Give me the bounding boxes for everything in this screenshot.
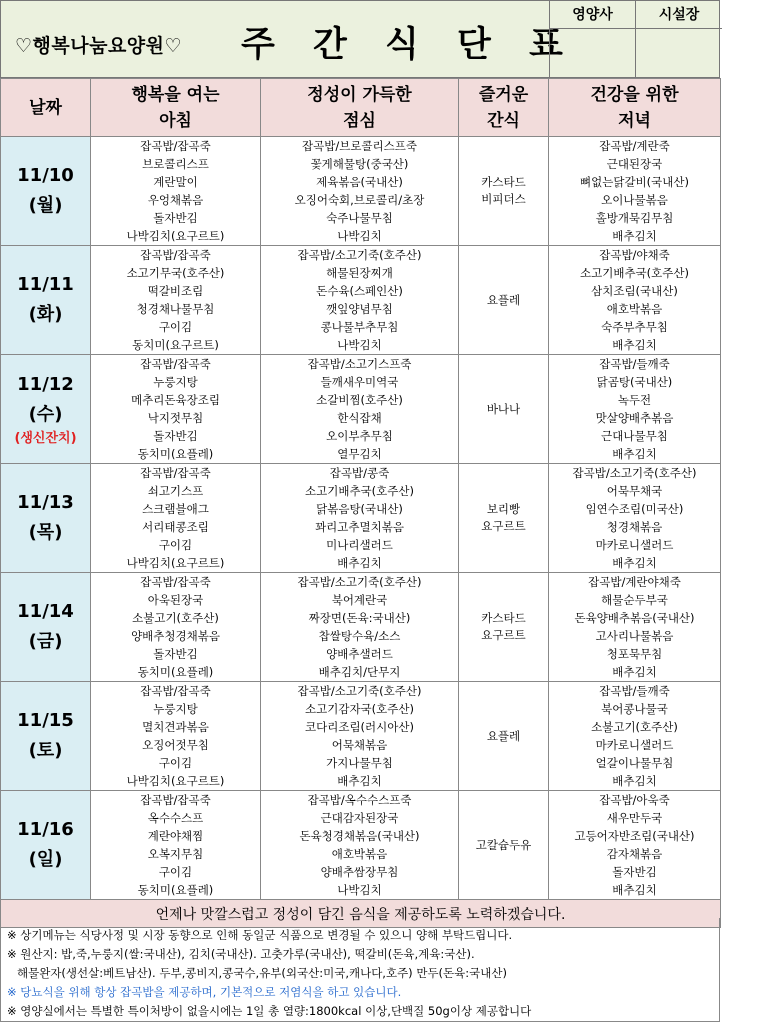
dinner-item: 삼치조림(국내산) [591,284,678,298]
lunch-cell [261,573,459,682]
lunch-item: 양배추샐러드 [326,647,393,661]
dinner-item: 소고기배추국(호주산) [580,266,689,280]
dinner-cell [549,137,721,246]
snack-item: 카스타드 [481,611,526,625]
date-label: 11/10 [17,165,74,186]
snack-item: 비피더스 [481,192,526,206]
breakfast-item: 잡곡밥/잡곡죽 [140,357,211,371]
snack-item: 바나나 [486,401,521,416]
lunch-cell [261,791,459,900]
breakfast-cell [91,573,261,682]
weekday-label: (토) [28,740,63,761]
dinner-item: 숙주부추무침 [601,320,668,334]
lunch-item: 오이부추무침 [326,429,393,443]
dinner-item: 새우만두국 [606,811,663,825]
lunch-item: 꽈리고추멸치볶음 [315,520,404,534]
date-label: 11/12 [17,374,74,395]
header [0,0,720,78]
snack-cell [459,464,549,573]
breakfast-cell [91,682,261,791]
breakfast-item: 동치미(요플레) [137,447,214,461]
note-origin-continued: 해물완자(생선살:베트남산). 두부,콩비지,콩국수,유부(외국산:미국,캐나다,호주) 만두(돈육:국내산) [17,966,507,980]
weekday-label: (수) [28,404,63,425]
dinner-item: 잡곡밥/계란야채죽 [588,575,681,589]
event-label: (생신잔치) [14,431,77,446]
weekday-label: (일) [28,849,63,870]
lunch-item: 숙주나물무침 [326,211,393,225]
lunch-item: 돈육청경채볶음(국내산) [299,829,420,843]
breakfast-item: 동치미(요구르트) [132,338,219,352]
day-row [1,246,721,355]
dinner-item: 배추김치 [612,229,657,243]
meal-table [0,78,721,928]
lunch-item: 소고기감자국(호주산) [305,702,414,716]
breakfast-item: 낙지젓무침 [147,411,204,425]
dinner-item: 어묵무채국 [606,484,663,498]
date-label: 11/15 [17,710,74,731]
breakfast-cell [91,791,261,900]
day-row [1,137,721,246]
day-row [1,791,721,900]
breakfast-item: 청경채나물무침 [136,302,215,316]
dinner-item: 배추김치 [612,665,657,679]
date-cell [1,355,91,464]
dinner-item: 맛살양배추볶음 [595,411,674,425]
breakfast-item: 오복지무침 [147,847,204,861]
date-label: 11/13 [17,492,74,513]
breakfast-item: 우엉채볶음 [147,193,204,207]
dinner-item: 마카로니샐러드 [595,738,674,752]
lunch-item: 꽃게해물탕(중국산) [310,157,409,171]
lunch-item: 어묵채볶음 [331,738,388,752]
dinner-item: 얼갈이나물무침 [595,756,674,770]
breakfast-item: 돌자반김 [153,647,198,661]
dinner-item: 잡곡밥/야채죽 [599,248,670,262]
center-name: ♡행복나눔요양원♡ [15,35,183,57]
dinner-item: 오이나물볶음 [601,193,668,207]
date-label: 11/16 [17,819,74,840]
snack-item: 카스타드 [481,175,526,189]
day-row [1,355,721,464]
day-row [1,573,721,682]
snack-cell [459,573,549,682]
breakfast-item: 나박김치(요구르트) [126,556,225,570]
breakfast-cell [91,464,261,573]
dinner-item: 배추김치 [612,883,657,897]
lunch-item: 잡곡밥/옥수수스프죽 [307,793,412,807]
column-header-breakfast: 행복을 여는 아침 [91,79,261,137]
dinner-item: 임연수조림(미국산) [585,502,684,516]
breakfast-item: 동치미(요플레) [137,665,214,679]
breakfast-cell [91,137,261,246]
dinner-item: 청포묵무침 [606,647,663,661]
breakfast-item: 잡곡밥/잡곡죽 [140,139,211,153]
lunch-item: 깻잎양념무침 [326,302,393,316]
lunch-item: 나박김치 [337,229,382,243]
dinner-item: 애호박볶음 [606,302,663,316]
lunch-item: 배추김치 [337,556,382,570]
dinner-item: 녹두전 [617,393,652,407]
date-cell [1,791,91,900]
note-nutrition: ※ 영양실에서는 특별한 특이처방이 없을시에는 1일 총 열량:1800kcal 이상,단백질 50g이상 제공합니다 [7,1004,532,1018]
date-cell [1,464,91,573]
dinner-cell [549,682,721,791]
dinner-cell [549,246,721,355]
dinner-item: 근대나물무침 [601,429,668,443]
breakfast-cell [91,246,261,355]
lunch-item: 돈수육(스페인산) [316,284,403,298]
snack-item: 보리빵 [486,502,521,516]
snack-cell [459,682,549,791]
lunch-item: 열무김치 [337,447,382,461]
lunch-item: 잡곡밥/소고기죽(호주산) [297,684,422,698]
snack-item: 요구르트 [481,519,526,533]
lunch-item: 양배추쌈장무침 [320,865,399,879]
breakfast-item: 잡곡밥/잡곡죽 [140,575,211,589]
dinner-item: 고사리나물볶음 [595,629,674,643]
lunch-item: 미나리샐러드 [326,538,393,552]
weekday-label: (화) [28,304,63,325]
lunch-item: 짜장면(돈육:국내산) [308,611,411,625]
lunch-item: 나박김치 [337,338,382,352]
lunch-item: 제육볶음(국내산) [316,175,403,189]
lunch-item: 잡곡밥/소고기죽(호주산) [297,248,422,262]
lunch-item: 찹쌀탕수육/소스 [318,629,401,643]
dinner-item: 잡곡밥/들깨죽 [599,684,670,698]
breakfast-item: 스크램블애그 [142,502,209,516]
lunch-cell [261,355,459,464]
snack-cell [459,137,549,246]
lunch-item: 잡곡밥/콩죽 [329,466,390,480]
dinner-item: 감자채볶음 [606,847,663,861]
day-row [1,682,721,791]
note-origin: ※ 원산지: 밥,죽,누룽지(쌀:국내산), 김치(국내산). 고춧가루(국내산), 떡갈비(돈육,계육:국산). [7,947,475,961]
dinner-item: 배추김치 [612,556,657,570]
lunch-item: 나박김치 [337,883,382,897]
dinner-item: 소불고기(호주산) [591,720,678,734]
breakfast-item: 나박김치(요구르트) [126,229,225,243]
breakfast-item: 구이김 [158,538,193,552]
date-cell [1,137,91,246]
breakfast-item: 소고기무국(호주산) [126,266,225,280]
approval-cell-director [636,29,722,79]
date-label: 11/11 [17,274,74,295]
lunch-item: 닭볶음탕(국내산) [316,502,403,516]
lunch-item: 들깨새우미역국 [320,375,399,389]
breakfast-item: 동치미(요플레) [137,883,214,897]
approval-cell-nutritionist [550,29,636,79]
breakfast-item: 브로콜리스프 [142,157,209,171]
dinner-item: 근대된장국 [606,157,663,171]
breakfast-cell [91,355,261,464]
dinner-cell [549,464,721,573]
breakfast-item: 잡곡밥/잡곡죽 [140,466,211,480]
lunch-item: 콩나물부추무침 [320,320,399,334]
breakfast-item: 계란말이 [153,175,198,189]
breakfast-item: 아욱된장국 [147,593,204,607]
date-label: 11/14 [17,601,74,622]
lunch-item: 애호박볶음 [331,847,388,861]
notes-section [0,918,720,1022]
breakfast-item: 옥수수스프 [147,811,204,825]
dinner-item: 홀방개묵김무침 [595,211,674,225]
dinner-cell [549,573,721,682]
note-diabetes: ※ 당뇨식을 위해 항상 잡곡밥을 제공하며, 기본적으로 저염식을 하고 있습니다. [7,985,402,999]
dinner-item: 닭곰탕(국내산) [596,375,673,389]
breakfast-item: 돌자반김 [153,429,198,443]
lunch-item: 북어계란국 [331,593,388,607]
breakfast-item: 오징어젓무침 [142,738,209,752]
breakfast-item: 양배추청경채볶음 [131,629,220,643]
column-header-date: 날짜 [1,79,91,137]
lunch-item: 소갈비찜(호주산) [316,393,403,407]
date-cell [1,246,91,355]
breakfast-item: 멸치견과볶음 [142,720,209,734]
breakfast-item: 계란야채찜 [147,829,204,843]
breakfast-item: 떡갈비조림 [147,284,204,298]
dinner-item: 배추김치 [612,774,657,788]
breakfast-item: 누룽지탕 [153,375,198,389]
lunch-item: 배추김치 [337,774,382,788]
dinner-item: 고등어자반조림(국내산) [574,829,695,843]
breakfast-item: 잡곡밥/잡곡죽 [140,248,211,262]
dinner-item: 배추김치 [612,338,657,352]
day-row [1,464,721,573]
breakfast-item: 쇠고기스프 [147,484,204,498]
breakfast-item: 나박김치(요구르트) [126,774,225,788]
snack-item: 요플레 [486,292,521,307]
snack-cell [459,791,549,900]
column-header-lunch: 정성이 가득한 점심 [261,79,459,137]
lunch-item: 오징어숙회,브로콜리/초장 [294,193,425,207]
dinner-item: 돌자반김 [612,865,657,879]
weekday-label: (금) [28,631,63,652]
dinner-cell [549,355,721,464]
lunch-item: 근대감자된장국 [320,811,399,825]
date-cell [1,682,91,791]
lunch-cell [261,246,459,355]
dinner-item: 해물순두부국 [601,593,668,607]
lunch-cell [261,464,459,573]
column-header-row [1,79,721,137]
dinner-item: 마카로니샐러드 [595,538,674,552]
weekday-label: (월) [28,195,63,216]
dinner-item: 청경채볶음 [606,520,663,534]
approval-label-nutritionist: 영양사 [550,1,636,29]
snack-item: 고칼슘두유 [475,837,532,852]
note-substitution: ※ 상기메뉴는 식당사정 및 시장 동향으로 인해 동일군 식품으로 변경될 수 있으니 양해 부탁드립니다. [7,928,513,942]
snack-item: 요구르트 [481,628,526,642]
dinner-item: 북어콩나물국 [601,702,668,716]
dinner-item: 잡곡밥/소고기죽(호주산) [572,466,697,480]
lunch-item: 소고기배추국(호주산) [305,484,414,498]
dinner-item: 잡곡밥/아욱죽 [599,793,670,807]
footer-message: 언제나 맛깔스럽고 정성이 담긴 음식을 제공하도록 노력하겠습니다. [1,900,721,928]
lunch-item: 한식잡채 [337,411,382,425]
breakfast-item: 구이김 [158,320,193,334]
lunch-item: 잡곡밥/소고기스프죽 [307,357,412,371]
lunch-item: 코다리조림(러시아산) [305,720,414,734]
dinner-item: 돈육양배추볶음(국내산) [574,611,695,625]
lunch-item: 배추김치/단무지 [318,665,401,679]
dinner-cell [549,791,721,900]
breakfast-item: 구이김 [158,865,193,879]
lunch-item: 잡곡밥/소고기죽(호주산) [297,575,422,589]
lunch-cell [261,682,459,791]
lunch-item: 해물된장찌개 [326,266,393,280]
breakfast-item: 잡곡밥/잡곡죽 [140,793,211,807]
breakfast-item: 돌자반김 [153,211,198,225]
lunch-cell [261,137,459,246]
dinner-item: 잡곡밥/들깨죽 [599,357,670,371]
dinner-item: 잡곡밥/계란죽 [599,139,670,153]
breakfast-item: 잡곡밥/잡곡죽 [140,684,211,698]
breakfast-item: 누룽지탕 [153,702,198,716]
approval-label-director: 시설장 [636,1,722,29]
breakfast-item: 소불고기(호주산) [132,611,219,625]
breakfast-item: 메추리돈육장조림 [131,393,220,407]
column-header-dinner: 건강을 위한 저녁 [549,79,721,137]
approval-box [549,1,721,79]
weekday-label: (목) [28,522,63,543]
snack-cell [459,246,549,355]
column-header-snack: 즐거운 간식 [459,79,549,137]
date-cell [1,573,91,682]
snack-cell [459,355,549,464]
dinner-item: 배추김치 [612,447,657,461]
lunch-item: 잡곡밥/브로콜리스프죽 [302,139,417,153]
breakfast-item: 구이김 [158,756,193,770]
breakfast-item: 서리태콩조림 [142,520,209,534]
page-title: 주 간 식 단 표 [241,25,576,65]
lunch-item: 가지나물무침 [326,756,393,770]
snack-item: 요플레 [486,728,521,743]
dinner-item: 뼈없는닭갈비(국내산) [580,175,689,189]
